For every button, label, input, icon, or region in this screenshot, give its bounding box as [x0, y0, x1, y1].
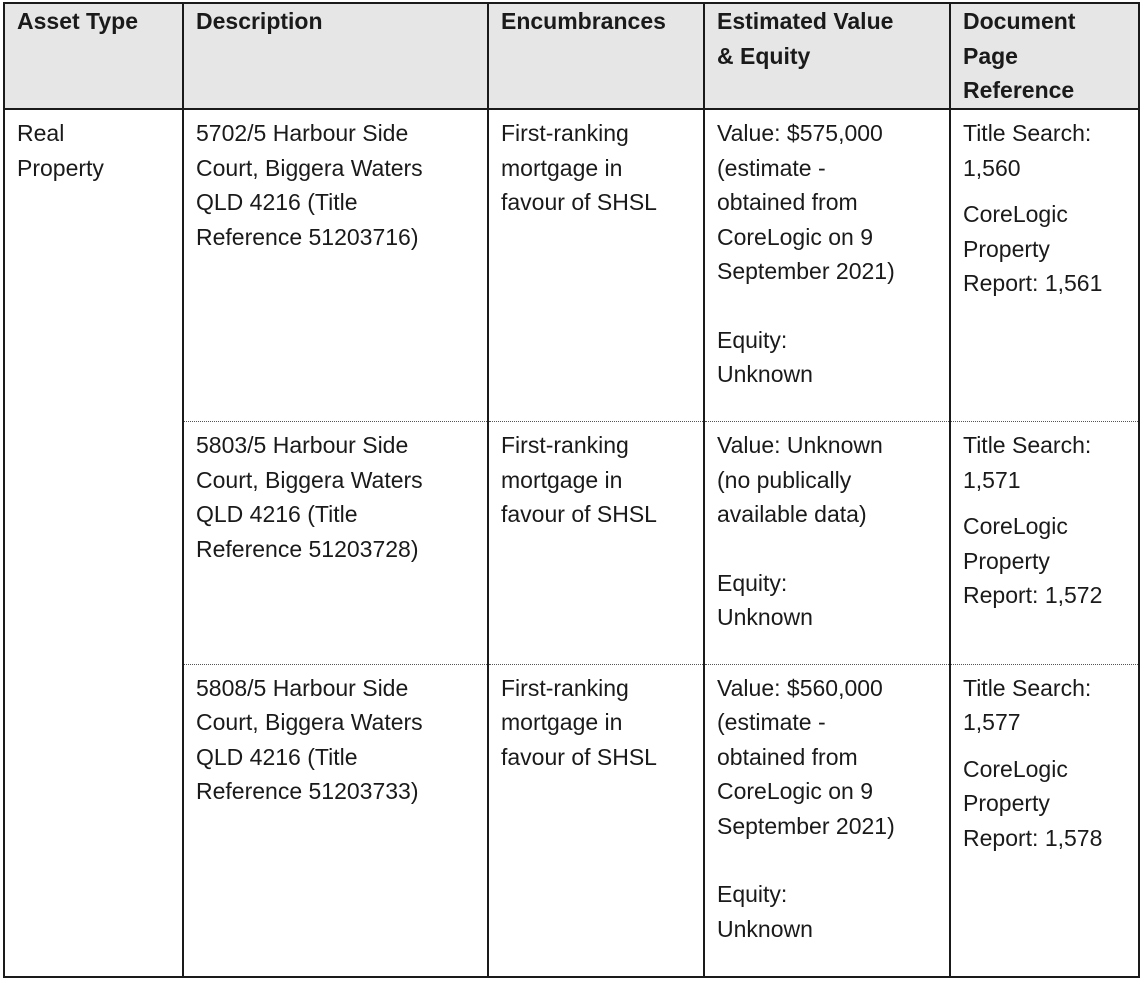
corelogic-line: Report: 1,578 [963, 824, 1103, 851]
encumbrance-cell [488, 109, 704, 422]
header-asset-type [4, 3, 183, 109]
value-line: Value: $560,000 [717, 674, 883, 701]
equity-line: Unknown [717, 361, 813, 387]
header-description [183, 3, 488, 109]
description-line: 5702/5 Harbour Side [196, 120, 409, 146]
value-equity-cell [704, 422, 950, 665]
corelogic-line: Report: 1,561 [963, 270, 1103, 296]
encumbrance-line: First-ranking [501, 674, 629, 701]
description-line: Court, Biggera Waters [196, 154, 423, 181]
value-line: September 2021) [717, 812, 895, 839]
table-body [4, 109, 1139, 977]
header-row [4, 3, 1139, 109]
paragraph-gap [717, 289, 939, 323]
corelogic-line: Report: 1,572 [963, 582, 1103, 609]
corelogic-line: Property [963, 235, 1050, 262]
value-equity-cell [704, 109, 950, 422]
corelogic-line: Property [963, 547, 1050, 574]
corelogic-line: CoreLogic [963, 513, 1068, 540]
encumbrance-cell [488, 664, 704, 977]
value-line: obtained from [717, 189, 858, 215]
description-line: 5803/5 Harbour Side [196, 432, 409, 459]
value-equity-cell [704, 664, 950, 977]
encumbrance-line: mortgage in [501, 154, 623, 181]
header-line: & Equity [717, 42, 811, 69]
description-line: Court, Biggera Waters [196, 466, 423, 493]
description-line: QLD 4216 (Title [196, 743, 358, 770]
encumbrance-line: First-ranking [501, 432, 629, 459]
equity-line: Unknown [717, 915, 813, 942]
description-line: QLD 4216 (Title [196, 501, 358, 528]
corelogic-line: CoreLogic [963, 201, 1068, 227]
asset-table [3, 2, 1140, 978]
description-cell [183, 664, 488, 977]
title-search-line: 1,560 [963, 154, 1021, 181]
header-document-page-reference [950, 3, 1139, 109]
header-line: Asset Type [17, 8, 139, 34]
description-line: 5808/5 Harbour Side [196, 674, 409, 701]
equity-line: Unknown [717, 604, 813, 631]
table-row [4, 109, 1139, 422]
paragraph-gap [963, 740, 1128, 752]
description-line: Court, Biggera Waters [196, 709, 423, 736]
title-search-line: 1,571 [963, 466, 1021, 493]
page-reference-cell [950, 109, 1139, 422]
header-line: Estimated Value [717, 8, 894, 34]
header-line: Description [196, 8, 323, 34]
value-line: obtained from [717, 743, 858, 770]
page-reference-cell [950, 422, 1139, 665]
description-line: Reference 51203733) [196, 778, 419, 805]
encumbrance-line: mortgage in [501, 466, 623, 493]
encumbrance-line: First-ranking [501, 120, 629, 146]
encumbrance-line: favour of SHSL [501, 743, 657, 770]
value-line: September 2021) [717, 258, 895, 284]
table-header [4, 3, 1139, 109]
value-line: CoreLogic on 9 [717, 778, 873, 805]
asset-type-line: Real [17, 120, 65, 146]
description-line: QLD 4216 (Title [196, 189, 358, 215]
value-line: Value: $575,000 [717, 120, 883, 146]
title-search-line: Title Search: [963, 674, 1092, 701]
title-search-line: Title Search: [963, 432, 1092, 459]
title-search-line: 1,577 [963, 709, 1021, 736]
paragraph-gap [717, 843, 939, 877]
value-line: (estimate - [717, 709, 826, 736]
title-search-line: Title Search: [963, 120, 1092, 146]
asset-type-cell [4, 109, 183, 977]
description-cell [183, 109, 488, 422]
asset-type-line: Property [17, 154, 104, 181]
corelogic-line: CoreLogic [963, 755, 1068, 782]
header-encumbrances [488, 3, 704, 109]
equity-line: Equity: [717, 569, 788, 596]
paragraph-gap [963, 185, 1128, 197]
description-line: Reference 51203716) [196, 223, 419, 250]
encumbrance-line: favour of SHSL [501, 501, 657, 528]
description-line: Reference 51203728) [196, 535, 419, 562]
paragraph-gap [717, 532, 939, 566]
encumbrance-line: favour of SHSL [501, 189, 657, 215]
header-line: Page [963, 42, 1018, 69]
equity-line: Equity: [717, 326, 788, 353]
header-line: Document [963, 8, 1076, 34]
header-line: Encumbrances [501, 8, 666, 34]
page-reference-cell [950, 664, 1139, 977]
value-line: Value: Unknown [717, 432, 883, 459]
value-line: (no publically [717, 466, 852, 493]
description-cell [183, 422, 488, 665]
value-line: available data) [717, 501, 867, 528]
corelogic-line: Property [963, 790, 1050, 817]
value-line: (estimate - [717, 154, 826, 181]
equity-line: Equity: [717, 881, 788, 908]
header-line: Reference [963, 77, 1075, 103]
paragraph-gap [963, 497, 1128, 509]
encumbrance-line: mortgage in [501, 709, 623, 736]
encumbrance-cell [488, 422, 704, 665]
value-line: CoreLogic on 9 [717, 223, 873, 250]
header-estimated-value-equity [704, 3, 950, 109]
